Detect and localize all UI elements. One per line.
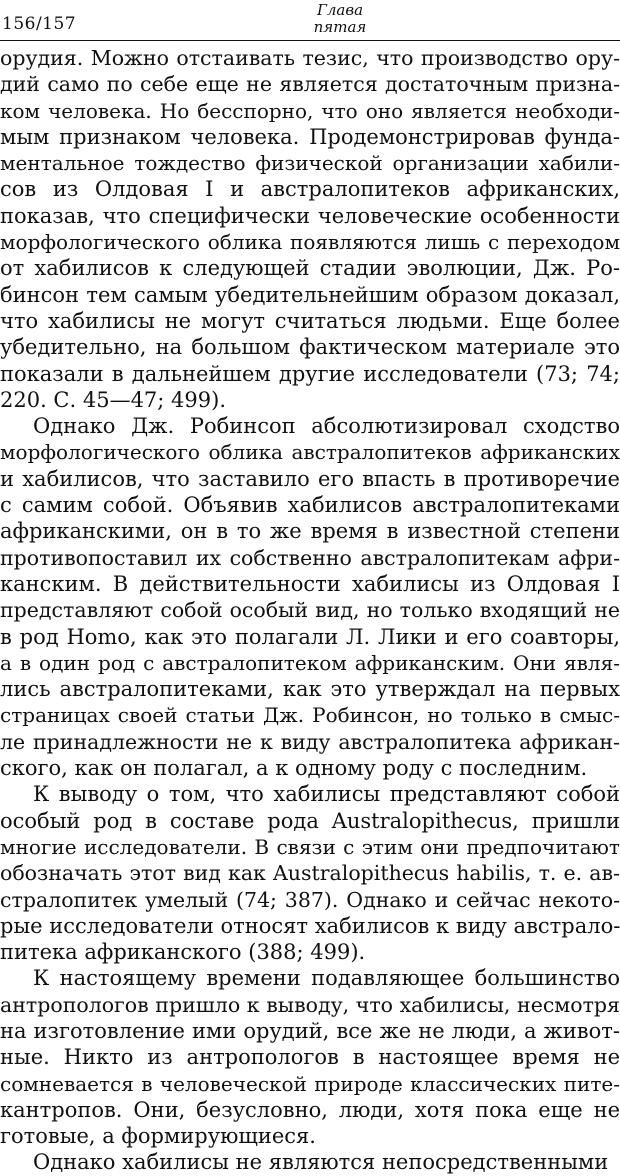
- paragraph: [0, 45, 620, 413]
- text-line: ментальное тождество физической организации хабили-: [0, 151, 620, 176]
- text-line: морфологического облика появляются лишь с переходом: [0, 230, 620, 255]
- text-line: 220. С. 45—47; 499).: [0, 387, 226, 412]
- text-line: К выводу о том, что хабилисы представляют собой: [33, 782, 620, 807]
- text-line: сомневается в человеческой природе классических пите-: [0, 1071, 620, 1096]
- text-line: Однако хабилисы не являются непосредственными: [33, 1150, 609, 1175]
- paragraph: [0, 781, 620, 965]
- text-line: представляют собой особый вид, но только входящий не: [0, 598, 620, 623]
- text-line: убедительно, на большом фактическом материале это: [0, 335, 620, 360]
- text-line: мым признаком человека. Продемонстрировав фунда-: [0, 124, 620, 149]
- text-line: готовые, а формирующиеся.: [0, 1124, 316, 1149]
- text-line: лись австралопитеками, как это утверждал на первых: [0, 677, 620, 702]
- text-line: антропологов пришло к выводу, что хабилисы, несмотря: [0, 992, 620, 1017]
- text-line: дий само по себе еще не является достаточным призна-: [0, 72, 620, 97]
- text-line: особый род в составе рода Australopithecus, пришли: [0, 808, 620, 833]
- text-line: показали в дальнейшем другие исследователи (73; 74;: [0, 361, 620, 386]
- text-line: бинсон тем самым убедительнейшим образом доказал,: [0, 282, 620, 307]
- text-line: Однако Дж. Робинсоп абсолютизировал сходство: [33, 414, 620, 439]
- text-line: что хабилисы не могут считаться людьми. Еще более: [0, 308, 620, 333]
- text-line: на изготовление ими орудий, все же не люди, а живот-: [0, 1018, 620, 1043]
- paragraph: [0, 1149, 620, 1175]
- header-rule: [0, 40, 620, 41]
- text-line: и хабилисов, что заставило его впасть в противоречие: [0, 466, 620, 491]
- text-line: морфологического облика австралопитеков африканских: [0, 440, 620, 465]
- text-line: страницах своей статьи Дж. Робинсон, но только в смыс-: [0, 703, 620, 728]
- running-header: [0, 0, 620, 42]
- text-line: орудия. Можно отстаивать тезис, что производство ору-: [0, 46, 620, 70]
- text-line: рые исследователи относят хабилисов к виду австрало-: [0, 913, 620, 938]
- paragraph: [0, 965, 620, 1149]
- text-line: африканскими, он в то же время в известной степени: [0, 519, 620, 544]
- text-line: К настоящему времени подавляющее большинство: [33, 966, 620, 991]
- text-line: ского, как он полагал, а к одному роду с последним.: [0, 756, 588, 781]
- text-line: обозначать этот вид как Australopithecus habilis, т. е. ав-: [0, 861, 620, 886]
- page-number: 156/157: [2, 14, 77, 34]
- chapter-word: Глава: [316, 1, 364, 19]
- chapter-label: [300, 2, 380, 36]
- text-line: ком человека. Но бесспорно, что оно является необходи-: [0, 98, 620, 123]
- text-line: канским. В действительности хабилисы из Олдовая I: [0, 571, 620, 596]
- text-line: в род Homo, как это полагали Л. Лики и его соавторы,: [0, 624, 620, 649]
- text-line: а в один род с австралопитеком африканским. Они явля-: [0, 650, 620, 675]
- text-line: многие исследователи. В связи с этим они предпочитают: [0, 834, 620, 859]
- text-line: ле принадлежности не к виду австралопитека африкан-: [0, 729, 620, 754]
- text-line: сов из Олдовая I и австралопитеков африканских,: [0, 177, 620, 202]
- body-text: [0, 45, 620, 1176]
- text-line: от хабилисов к следующей стадии эволюции, Дж. Ро-: [0, 256, 620, 281]
- chapter-number: пятая: [313, 18, 367, 36]
- text-line: с самим собой. Объявив хабилисов австралопитеками: [0, 493, 620, 518]
- paragraph: [0, 413, 620, 781]
- text-line: кантропов. Они, безусловно, люди, хотя пока еще не: [0, 1097, 620, 1122]
- text-line: cтралопитек умелый (74; 387). Однако и сейчас некото-: [0, 887, 620, 912]
- text-line: питека африканского (388; 499).: [0, 940, 366, 965]
- text-line: показав, что специфически человеческие особенности: [0, 203, 620, 228]
- text-line: ные. Никто из антропологов в настоящее время не: [0, 1045, 620, 1070]
- text-line: противопоставил их собственно австралопитекам афри-: [0, 545, 620, 570]
